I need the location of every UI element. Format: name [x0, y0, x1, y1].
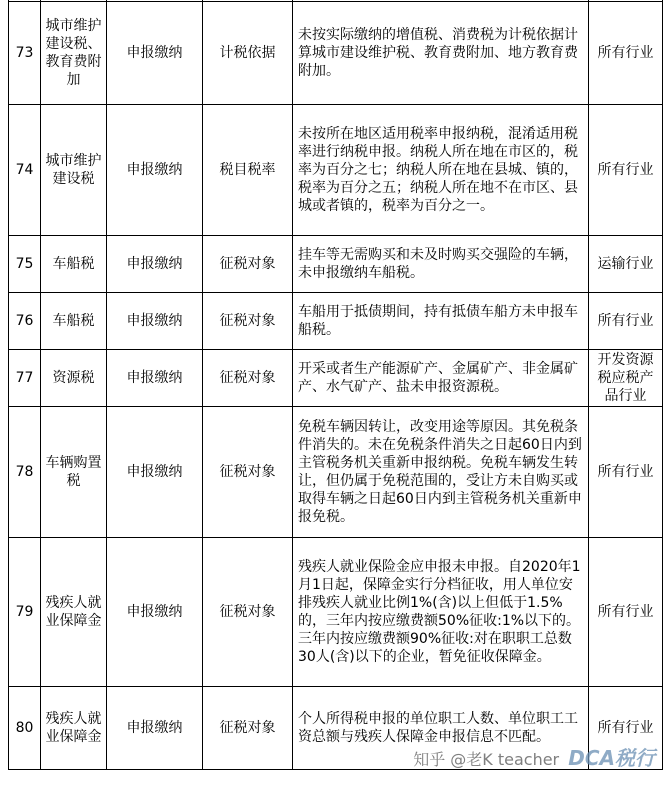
- action: 申报缴纳: [107, 2, 203, 105]
- row-number: 75: [9, 236, 41, 293]
- action: 申报缴纳: [107, 350, 203, 407]
- tax-item: 征税对象: [203, 407, 293, 538]
- industry: 所有行业: [589, 687, 663, 770]
- row-number: 76: [9, 293, 41, 350]
- risk-description: 个人所得税申报的单位职工人数、单位职工工资总额与残疾人保障金申报信息不匹配。: [293, 687, 589, 770]
- watermark: [413, 742, 655, 771]
- tax-type: 残疾人就业保障金: [41, 538, 107, 687]
- tax-item: 征税对象: [203, 687, 293, 770]
- tax-item: 税目税率: [203, 105, 293, 236]
- industry: 运输行业: [589, 236, 663, 293]
- risk-description: 车船用于抵债期间，持有抵债车船方未申报车船税。: [293, 293, 589, 350]
- industry: 所有行业: [589, 2, 663, 105]
- row-number: 74: [9, 105, 41, 236]
- tax-item: 征税对象: [203, 236, 293, 293]
- action: 申报缴纳: [107, 538, 203, 687]
- industry: 所有行业: [589, 293, 663, 350]
- tax-type: 车船税: [41, 236, 107, 293]
- row-number: 78: [9, 407, 41, 538]
- industry: 所有行业: [589, 407, 663, 538]
- table-row: [9, 293, 663, 350]
- industry: 所有行业: [589, 105, 663, 236]
- action: 申报缴纳: [107, 407, 203, 538]
- table-row: [9, 407, 663, 538]
- table-row: [9, 236, 663, 293]
- row-number: 79: [9, 538, 41, 687]
- tax-type: 车船税: [41, 293, 107, 350]
- watermark-site: 知乎 @老K teacher: [413, 750, 560, 769]
- tax-type: 残疾人就业保障金: [41, 687, 107, 770]
- risk-description: 挂车等无需购买和未及时购买交强险的车辆，未申报缴纳车船税。: [293, 236, 589, 293]
- action: 申报缴纳: [107, 105, 203, 236]
- tax-item: 征税对象: [203, 350, 293, 407]
- table-row: [9, 538, 663, 687]
- tax-risk-table: [8, 0, 663, 770]
- tax-item: 计税依据: [203, 2, 293, 105]
- risk-description: 免税车辆因转让，改变用途等原因。其免税条件消失的。未在免税条件消失之日起60日内到主管税务机关重新申报纳税。免税车辆发生转让，但仍属于免税范围的，受让方未自购买或取得车辆之日起60日内到主管税务机关重新申报免税。: [293, 407, 589, 538]
- action: 申报缴纳: [107, 293, 203, 350]
- tax-type: 资源税: [41, 350, 107, 407]
- industry: 开发资源税应税产品行业: [589, 350, 663, 407]
- watermark-logo: DCA税行: [568, 746, 655, 770]
- tax-type: 城市维护建设税: [41, 105, 107, 236]
- tax-type: 车辆购置税: [41, 407, 107, 538]
- row-number: 77: [9, 350, 41, 407]
- tax-type: 城市维护建设税、教育费附加: [41, 2, 107, 105]
- risk-description: 残疾人就业保险金应申报未申报。自2020年1月1日起，保障金实行分档征收，用人单位安排残疾人就业比例1%(含)以上但低于1.5%的，三年内按应缴费额50%征收:1%以下的。三年内按应缴费额90%征收:对在职职工总数30人(含)以下的企业，暂免征收保障金。: [293, 538, 589, 687]
- risk-description: 未按所在地区适用税率申报纳税，混淆适用税率进行纳税申报。纳税人所在地在市区的，税率为百分之七；纳税人所在地在县城、镇的，税率为百分之五；纳税人所在地不在市区、县城或者镇的，税率为百分之一。: [293, 105, 589, 236]
- table-row: [9, 350, 663, 407]
- action: 申报缴纳: [107, 687, 203, 770]
- table-row: [9, 105, 663, 236]
- table-row: [9, 2, 663, 105]
- tax-item: 征税对象: [203, 293, 293, 350]
- row-number: 73: [9, 2, 41, 105]
- row-number: 80: [9, 687, 41, 770]
- industry: 所有行业: [589, 538, 663, 687]
- risk-description: 未按实际缴纳的增值税、消费税为计税依据计算城市建设维护税、教育费附加、地方教育费附加。: [293, 2, 589, 105]
- tax-item: 征税对象: [203, 538, 293, 687]
- risk-description: 开采或者生产能源矿产、金属矿产、非金属矿产、水气矿产、盐未申报资源税。: [293, 350, 589, 407]
- action: 申报缴纳: [107, 236, 203, 293]
